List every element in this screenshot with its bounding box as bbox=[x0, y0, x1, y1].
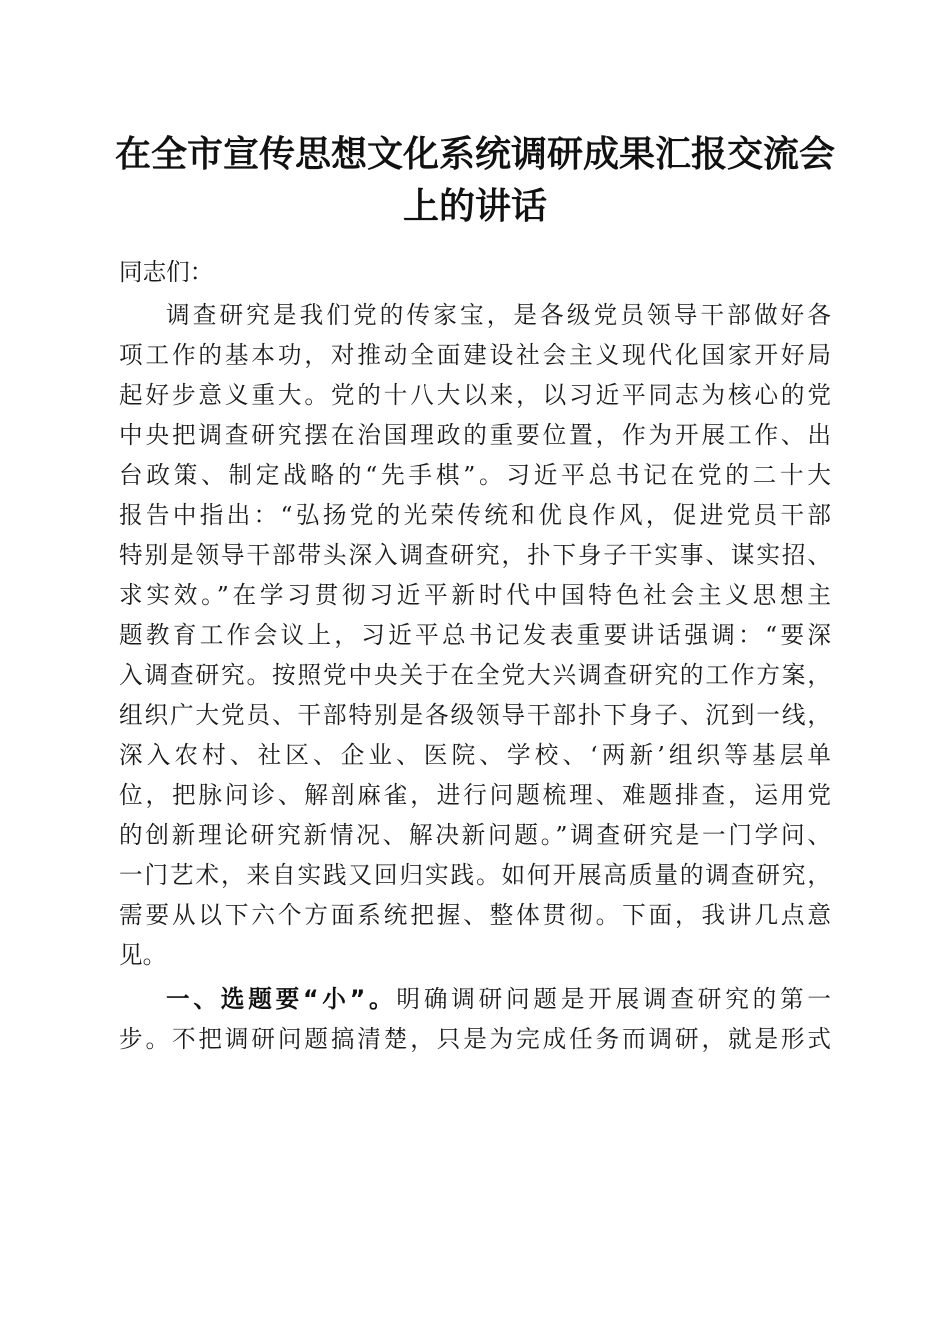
paragraph-line: 项工作的基本功，对推动全面建设社会主义现代化国家开好局 bbox=[119, 341, 831, 369]
paragraph-line: 题教育工作会议上，习近平总书记发表重要讲话强调：“要深 bbox=[119, 621, 831, 649]
document-title bbox=[100, 128, 850, 232]
paragraph-1 bbox=[119, 295, 831, 975]
document-body bbox=[119, 252, 831, 1059]
paragraph-line: 中央把调查研究摆在治国理政的重要位置，作为开展工作、出 bbox=[119, 421, 831, 449]
paragraph-line: 一门艺术，来自实践又回归实践。如何开展高质量的调查研究， bbox=[119, 861, 831, 889]
paragraph-line: 报告中指出：“弘扬党的光荣传统和优良作风，促进党员干部 bbox=[119, 501, 831, 529]
paragraph-line: 见。 bbox=[119, 941, 167, 969]
paragraph-line: 起好步意义重大。党的十八大以来，以习近平同志为核心的党 bbox=[119, 381, 831, 409]
section-1-first-line bbox=[119, 979, 831, 1019]
paragraph-line: 的创新理论研究新情况、解决新问题。”调查研究是一门学问、 bbox=[119, 821, 831, 849]
title-line-2: 上的讲话 bbox=[402, 185, 547, 227]
paragraph-line: 需要从以下六个方面系统把握、整体贯彻。下面，我讲几点意 bbox=[119, 901, 831, 929]
paragraph-line: 位，把脉问诊、解剖麻雀，进行问题梳理、难题排查，运用党 bbox=[119, 781, 831, 809]
title-line-1: 在全市宣传思想文化系统调研成果汇报交流会 bbox=[114, 133, 835, 175]
paragraph-line: 步。不把调研问题搞清楚，只是为完成任务而调研，就是形式 bbox=[119, 1025, 831, 1053]
paragraph-line: 台政策、制定战略的“先手棋”。习近平总书记在党的二十大 bbox=[119, 461, 831, 489]
paragraph-line: 组织广大党员、干部特别是各级领导干部扑下身子、沉到一线， bbox=[119, 701, 831, 729]
paragraph-line: 入调查研究。按照党中央关于在全党大兴调查研究的工作方案， bbox=[119, 661, 831, 689]
section-1-heading: 一、选题要“小”。 bbox=[166, 985, 397, 1013]
section-1 bbox=[119, 979, 831, 1059]
paragraph-line: 深入农村、社区、企业、医院、学校、‘两新’组织等基层单 bbox=[119, 741, 831, 769]
salutation: 同志们： bbox=[119, 258, 214, 286]
paragraph-line: 特别是领导干部带头深入调查研究，扑下身子干实事、谋实招、 bbox=[119, 541, 831, 569]
paragraph-line: 求实效。”在学习贯彻习近平新时代中国特色社会主义思想主 bbox=[119, 581, 831, 609]
section-1-first-line-text: 明确调研问题是开展调查研究的第一 bbox=[396, 985, 832, 1013]
paragraph-line: 调查研究是我们党的传家宝，是各级党员领导干部做好各 bbox=[166, 301, 831, 329]
